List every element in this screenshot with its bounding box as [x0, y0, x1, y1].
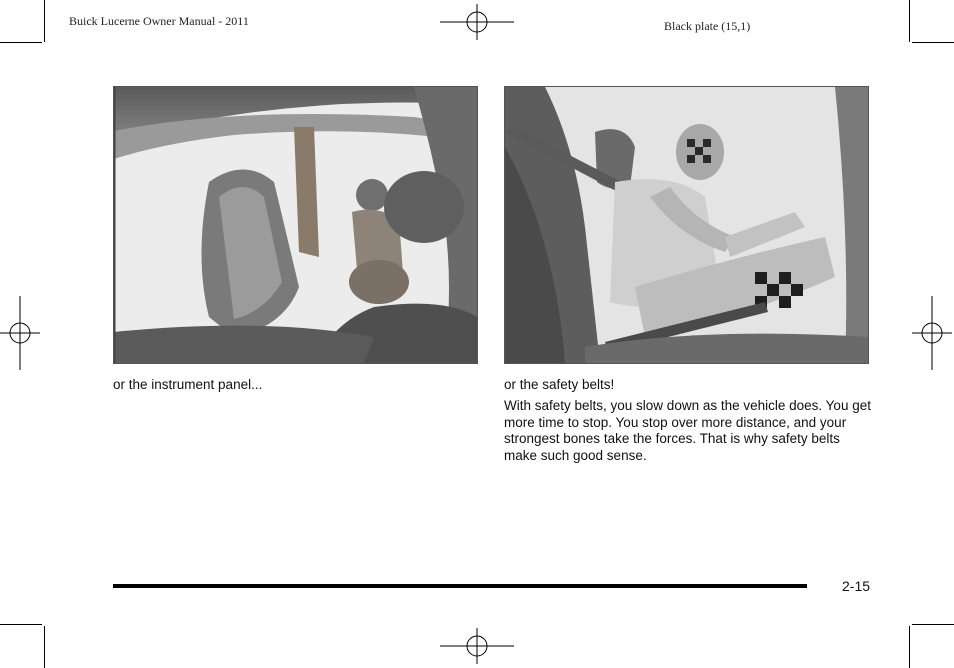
- crop-mark-bottom-left-h: [0, 624, 42, 625]
- crop-mark-bottom-left-v: [44, 626, 45, 668]
- crop-mark-top-right-h: [912, 42, 954, 43]
- safety-belt-photo: [504, 86, 869, 364]
- caption-safety-belts: or the safety belts!: [504, 377, 615, 392]
- registration-mark-left-icon: [0, 296, 40, 370]
- crop-mark-bottom-right-v: [909, 626, 910, 668]
- footer-rule: [113, 584, 807, 588]
- caption-instrument-panel: or the instrument panel...: [113, 377, 263, 392]
- crop-mark-top-right-v: [909, 0, 910, 42]
- crash-test-dummy-instrument-panel-icon: [114, 87, 477, 363]
- crash-test-dummy-safety-belt-icon: [505, 87, 868, 363]
- registration-mark-bottom-icon: [440, 626, 514, 666]
- crop-mark-bottom-right-h: [912, 624, 954, 625]
- crop-mark-top-left-h: [0, 42, 42, 43]
- running-header: Buick Lucerne Owner Manual - 2011: [69, 14, 249, 28]
- body-paragraph-safety-belts: With safety belts, you slow down as the vehicle does. You get more time to stop. You stop over more distance, and your strongest bones take the forces. That is why safety belts make such good sense.: [504, 398, 871, 463]
- crop-mark-top-left-v: [44, 0, 45, 42]
- registration-mark-top-icon: [440, 2, 514, 42]
- instrument-panel-photo: [113, 86, 478, 364]
- plate-label: Black plate (15,1): [664, 19, 751, 33]
- page-number: 2-15: [842, 578, 871, 594]
- registration-mark-right-icon: [912, 296, 952, 370]
